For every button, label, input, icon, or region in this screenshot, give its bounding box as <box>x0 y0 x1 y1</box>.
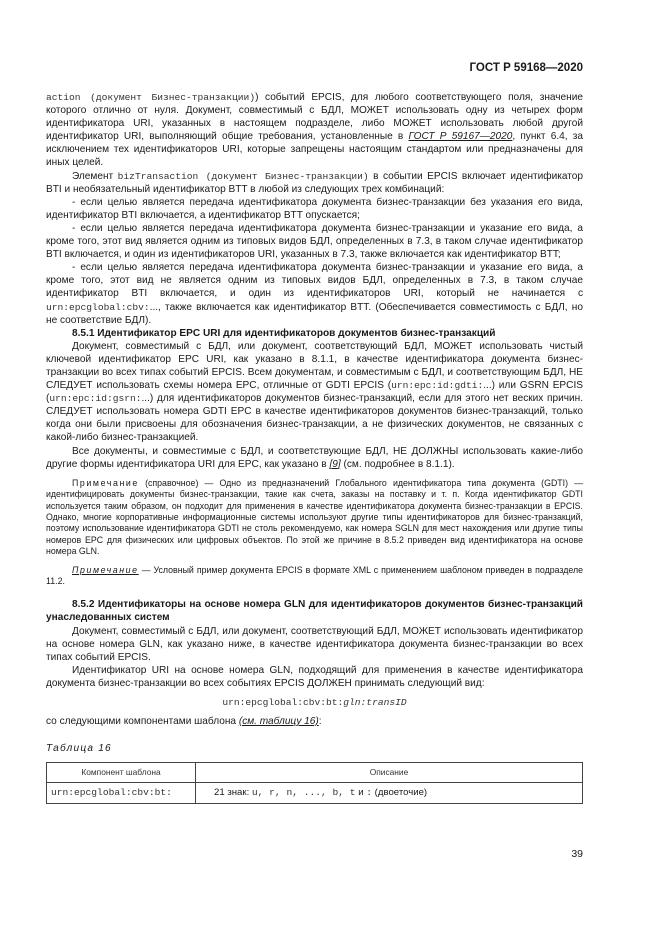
table-link[interactable]: (см. таблицу 16) <box>238 716 319 728</box>
note-label: Примечание <box>72 477 139 488</box>
components-table <box>46 762 583 803</box>
gost-link[interactable]: ГОСТ Р 59167—2020 <box>408 131 513 143</box>
code-action: action (документ Бизнес-транзакции) <box>46 92 256 103</box>
paragraph-intro: action (документ Бизнес-транзакции)) событий EPCIS, для любого соответствующего поля, значение которого отлично от нуля. Документ, совместимый с БДЛ, МОЖЕТ использовать одну из четырех форм идентификатора URI, указанных в настоящем подразделе, либо МОЖЕТ использовать любой другой идентификатор URI, выполняющий общие требования, установленные в ГОСТ Р 59167—2020, пункт 6.4, за исключением тех идентификаторов URI, которые запрещены настоящим стандартом или предназначены для иных целей. <box>46 92 584 169</box>
list-item: - если целью является передача идентификатора документа бизнес-транзакции и указание его вида, а кроме того, этот вид не является одним из типовых видов БДЛ, определенных в 7.3, в таком случае идентификатор BTI включается, и один из идентификаторов URI, который не начинается с urn:epcglobal:cbv:..., также включается как идентификатор BTT. (Обеспечивается совместимость с БДЛ, но не соответствие БДЛ). <box>46 262 583 326</box>
note-informative: Примечание (справочное) — Одно из предназначений Глобального идентификатора типа документа (GDTI) — идентифицировать документы бизнес-транзакции, такие как счета, заказы на поставку и т. п. Когда идентификатор GDTI используется таким образом, он подходит для применения в качестве идентификатора документа бизнес-транзакции в EPCIS. Однако, многие корпоративные информационные системы используют другие типы идентификаторов для бизнес-транзакций, поэтому использование идентификатора GDTI не столь рекомендуемо, как номера SGLN для мест нахождения или другие типы номеров EPC для физических или цифровых объектов. По этой же причине в 8.5.2 приведен вид идентификатора на основе номера GLN. <box>46 477 583 557</box>
list-item: - если целью является передача идентификатора документа бизнес-транзакции и указание его вида, а кроме того, этот вид является одним из типовых видов БДЛ, определенных в 7.3, в таком случае идентификатор BTI включается, и один из идентификаторов URI, указанных в 7.3, также включается как идентификатор BTT; <box>46 222 583 261</box>
document-body <box>46 91 583 804</box>
section-heading-8-5-2: 8.5.2 Идентификаторы на основе номера GLN для идентификаторов документов бизнес-транзакций унаследованных систем <box>46 599 583 624</box>
table-row <box>47 783 583 803</box>
reference-link[interactable]: [9] <box>329 458 341 470</box>
code-gsrn: urn:epc:id:gsrn: <box>49 393 142 405</box>
code-urn: urn:epcglobal:cbv: <box>46 301 150 313</box>
list-item: - если целью является передача идентификатора документа бизнес-транзакции без указания его вида, идентификатор BTI включается, а идентификатор BTT опускается; <box>46 196 583 221</box>
table-title: Таблица 16 <box>46 743 112 755</box>
table-cell-component: urn:epcglobal:cbv:bt: <box>47 783 196 803</box>
note-label: Примечание <box>72 564 139 575</box>
page-number: 39 <box>571 848 583 860</box>
paragraph-epc-uri: Документ, совместимый с БДЛ, или документ, соответствующий БДЛ, МОЖЕТ использовать чистый ключевой идентификатор EPC URI, как указано в 8.1.1, в качестве идентификатора документа бизнес-транзакции во всех типах событий EPCIS. Всем документам, и совместимым с БДЛ, и соответствующим БДЛ, НЕ СЛЕДУЕТ использовать схемы номера EPC, отличные от GDTI EPCIS (urn:epc:id:gdti:...) или GSRN EPCIS (urn:epc:id:gsrn:...) для идентификаторов документов бизнес-транзакций, если для этого нет веских причин. СЛЕДУЕТ использовать номера GDTI EPC в качестве идентификаторов документов бизнес-транзакций, только когда они были присвоены для обозначения бизнес-транзакции, а не физических документов, не связанных с какой-либо бизнес-транзакцией. <box>46 340 583 444</box>
code-gdti: urn:epc:id:gdti: <box>391 380 484 392</box>
section-heading-8-5-1: 8.5.1 Идентификатор EPC URI для идентификаторов документов бизнес-транзакций <box>72 327 496 339</box>
table-header: Описание <box>196 763 583 783</box>
paragraph-components: со следующими компонентами шаблона (см. таблицу 16): <box>46 716 322 728</box>
code-biztransaction: bizTransaction (документ Бизнес-транзакции) <box>117 170 369 182</box>
note-example: Примечание — Условный пример документа EPCIS в формате XML с применением шаблоном приведен в подразделе 11.2. <box>46 564 583 586</box>
table-cell-description: 21 знак: u, r, n, ..., b, t и : (двоеточие) <box>196 783 583 803</box>
paragraph-biztransaction: Элемент bizTransaction (документ Бизнес-транзакции) в событии EPCIS включает идентификатор BTI и необязательный идентификатор BTT в любой из следующих трех комбинаций: <box>46 170 584 195</box>
table-header: Компонент шаблона <box>47 763 196 783</box>
paragraph-gln-form: Идентификатор URI на основе номера GLN, подходящий для применения в качестве идентификатора документа бизнес-транзакции во всех событиях EPCIS ДОЛЖЕН принимать следующий вид: <box>46 664 583 689</box>
uri-formula: urn:epcglobal:cbv:bt:gln:transID <box>222 697 407 709</box>
paragraph-gln: Документ, совместимый с БДЛ, или документ, соответствующий БДЛ, МОЖЕТ использовать идентификатор на основе номера GLN, как указано ниже, в качестве идентификатора документа бизнес-транзакции во всех типах событий EPCIS. <box>46 625 583 663</box>
standard-header: ГОСТ Р 59168—2020 <box>469 62 583 74</box>
paragraph-forbidden-forms: Все документы, и совместимые с БДЛ, и соответствующие БДЛ, НЕ ДОЛЖНЫ использовать какие-либо другие формы идентификатора URI для EPC, как указано в [9] (см. подробнее в 8.1.1). <box>46 445 583 470</box>
